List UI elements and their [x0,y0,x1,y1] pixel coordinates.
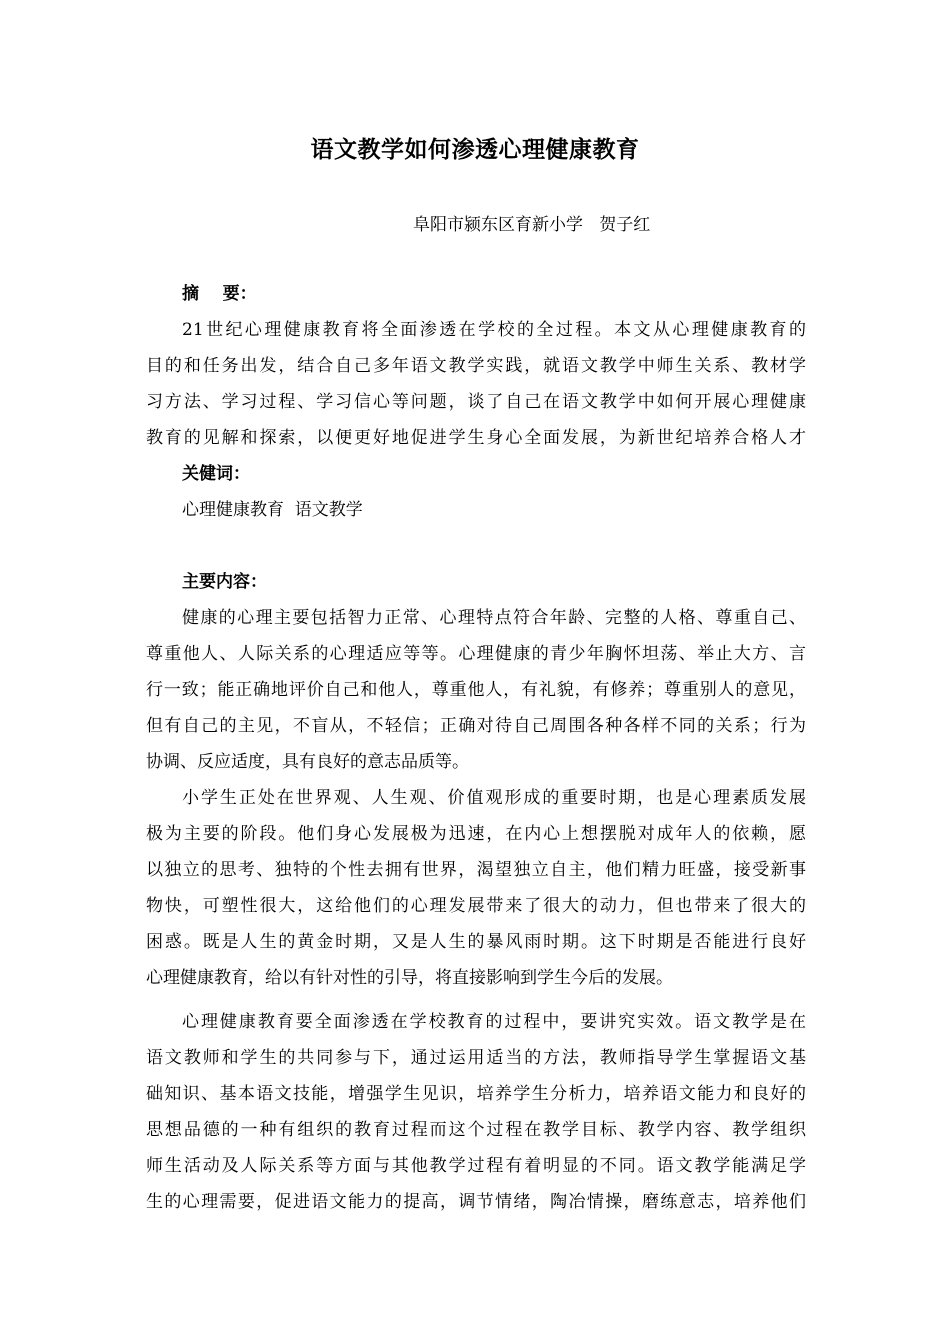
document-title: 语文教学如何渗透心理健康教育 [310,136,640,163]
paragraph-line: 行一致；能正确地评价自己和他人，尊重他人，有礼貌，有修养；尊重别人的意见， [146,680,806,700]
paragraph-line: 困惑。既是人生的黄金时期，又是人生的暴风雨时期。这下时期是否能进行良好 [146,932,806,952]
paragraph-line: 础知识、基本语文技能，增强学生见识，培养学生分析力，培养语文能力和良好的 [146,1084,806,1104]
abstract-line: 教育的见解和探索，以便更好地促进学生身心全面发展，为新世纪培养合格人才 [146,428,806,448]
paragraph-line: 尊重他人、人际关系的心理适应等等。心理健康的青少年胸怀坦荡、举止大方、言 [146,644,806,664]
paragraph-line: 心理健康教育，给以有针对性的引导，将直接影响到学生今后的发展。 [146,968,673,988]
abstract-line: 目的和任务出发，结合自己多年语文教学实践，就语文教学中师生关系、教材学 [146,356,806,376]
abstract-line: 习方法、学习过程、学习信心等问题，谈了自己在语文教学中如何开展心理健康 [146,392,806,412]
paragraph-line: 以独立的思考、独特的个性去拥有世界，渴望独立自主，他们精力旺盛，接受新事 [146,860,806,880]
paragraph-line: 语文教师和学生的共同参与下，通过运用适当的方法，教师指导学生掌握语文基 [146,1048,806,1068]
paragraph-line: 极为主要的阶段。他们身心发展极为迅速，在内心上想摆脱对成年人的依赖，愿 [146,824,806,844]
author-line: 阜阳市颍东区育新小学 贺子红 [413,215,651,235]
paragraph-line: 生的心理需要，促进语文能力的提高，调节情绪，陶冶情操，磨练意志，培养他们 [146,1192,806,1212]
paragraph-line: 健康的心理主要包括智力正常、心理特点符合年龄、完整的人格、尊重自己、 [182,608,806,628]
paragraph-line: 协调、反应适度，具有良好的意志品质等。 [146,752,469,772]
paragraph-line: 小学生正处在世界观、人生观、价值观形成的重要时期，也是心理素质发展 [182,788,806,808]
paragraph-line: 物快，可塑性很大，这给他们的心理发展带来了很大的动力，但也带来了很大的 [146,896,806,916]
paragraph-line: 心理健康教育要全面渗透在学校教育的过程中，要讲究实效。语文教学是在 [182,1012,806,1032]
keywords-text: 心理健康教育 语文教学 [182,500,363,520]
paragraph-line: 思想品德的一种有组织的教育过程而这个过程在教学目标、教学内容、教学组织 [146,1120,806,1140]
paragraph-line: 师生活动及人际关系等方面与其他教学过程有着明显的不同。语文教学能满足学 [146,1156,806,1176]
abstract-heading: 摘 要： [182,284,257,304]
keywords-heading: 关健词： [182,464,250,484]
paragraph-line: 但有自己的主见，不盲从，不轻信；正确对待自己周围各种各样不同的关系；行为 [146,716,806,736]
abstract-line: 21世纪心理健康教育将全面渗透在学校的全过程。本文从心理健康教育的 [182,320,806,340]
main-content-heading: 主要内容： [182,572,267,592]
